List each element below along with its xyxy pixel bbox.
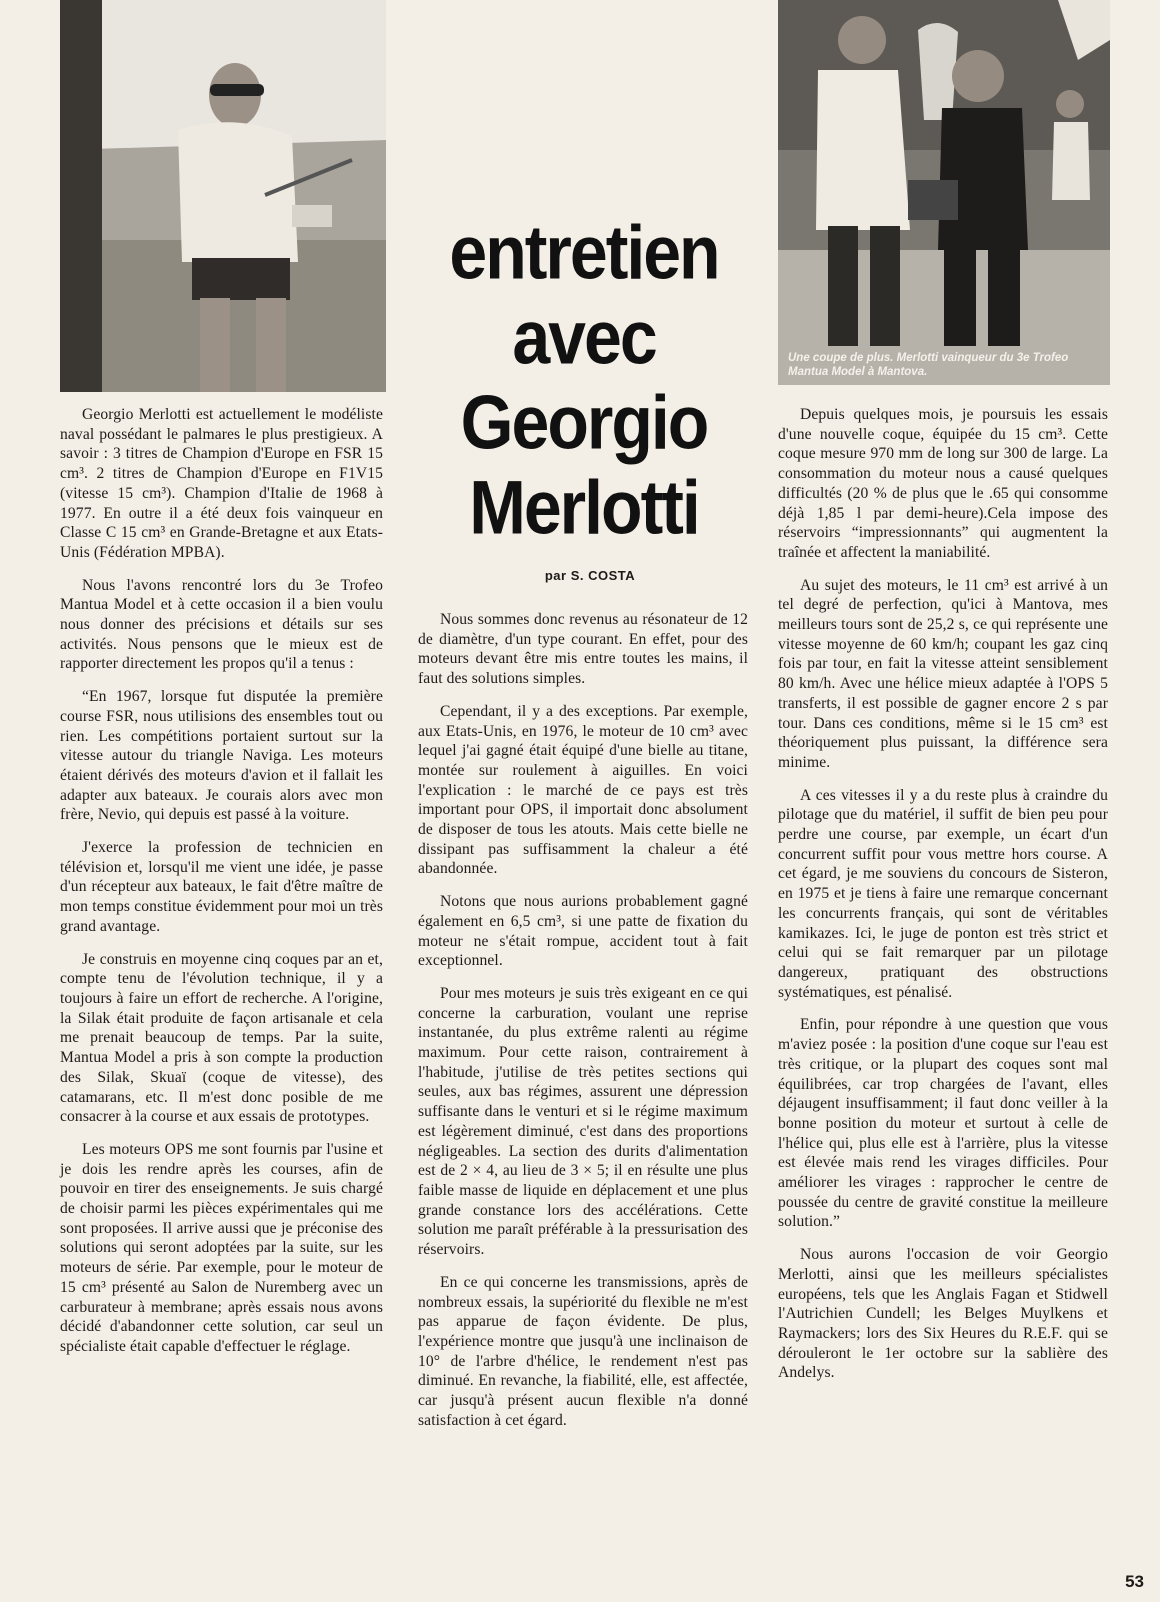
photo-right-image — [778, 0, 1110, 385]
text-column-middle — [418, 610, 748, 1430]
paragraph: En ce qui concerne les transmissions, après de nombreux essais, la supériorité du flexible ne m'est pas apparue de façon évidente. De plus, l'expérience montre que jusqu'à une inclinaison de 10° de l'arbre d'hélice, le rendement n'est pas diminué. En revanche, la fiabilité, elle, est affectée, car jusqu'à présent aucun flexible n'a donné satisfaction à cet égard. — [418, 1273, 748, 1429]
paragraph: Georgio Merlotti est actuellement le modéliste naval possédant le palmares le plus prestigieux. A savoir : 3 titres de Champion d'Europe en FSR 15 cm³. 2 titres de Champion d'Europe en F1V15 (vitesse 15 cm³). Champion d'Italie de 1968 à 1977. En outre il a été deux fois vainqueur en Classe C 15 cm³ en Grande-Bretagne et aux Etats-Unis (Fédération MPBA). — [60, 406, 383, 561]
paragraph: Depuis quelques mois, je poursuis les essais d'une nouvelle coque, équipée du 15 cm³. Cette coque mesure 970 mm de long sur 300 de large. La consommation du moteur nous a causé quelques difficultés (20 % de plus que le .65 qui consomme déjà 1,85 l par demi-heure).Cela impose des réservoirs “impressionnants” qui augmentent la traînée et affectent la maniabilité. — [778, 406, 1108, 561]
paragraph: Notons que nous aurions probablement gagné également en 6,5 cm³, si une patte de fixation du moteur ne s'était rompue, accident tout à fait exceptionnel. — [418, 893, 748, 970]
paragraph: Au sujet des moteurs, le 11 cm³ est arrivé à un tel degré de perfection, qu'ici à Mantova, mes meilleurs tours sont de 25,2 s, ce qui représente une vitesse moyenne de 60 km/h; coupant les gaz cinq fois par tour, en fait la vitesse atteint sensiblement 80 km/h. Avec une hélice mieux adaptée à l'OPS 5 transferts, il est possible de gagner encore 2 s par tour. Dans ces conditions, même si le 15 cm³ est théoriquement plus puissant, la différence sera minime. — [778, 576, 1108, 771]
photo-caption: Une coupe de plus. Merlotti vainqueur du 3e Trofeo Mantua Model à Mantova. — [788, 352, 1069, 378]
text-column-right — [778, 405, 1108, 1383]
article-title — [398, 210, 770, 550]
paragraph: Nous aurons l'occasion de voir Georgio Merlotti, ainsi que les meilleurs spécialistes européens, tels que les Anglais Fagan et Stidwell l'Autrichien Cundell; les Belges Muylkens et Raymackers; lors des Six Heures du R.E.F. qui se dérouleront le 1er octobre sur la sablière des Andelys. — [778, 1246, 1108, 1382]
paragraph: Nous sommes donc revenus au résonateur de 12 de diamètre, d'un type courant. En effet, pour des moteurs devant être mis entre toutes les mains, il faut des solutions simples. — [418, 611, 748, 688]
paragraph: Enfin, pour répondre à une question que vous m'aviez posée : la position d'une coque sur l'eau est très critique, or la plupart des coques sont mal équilibrées, car trop chargées de l'avant, elles déjaugent insuffisamment; il faut donc veiller à la bonne position du moteur et surtout à celle de l'hélice qui, plus elle est à l'arrière, plus la vitesse est élevée mais rend les virages difficiles. Pour améliorer les virages : rapprocher le centre de poussée du centre de gravité constitue la meilleure solution.” — [778, 1016, 1108, 1231]
title-line-3: Georgio — [460, 380, 708, 466]
title-line-2: avec — [512, 295, 656, 381]
paragraph: Pour mes moteurs je suis très exigeant en ce qui concerne la carburation, voulant une reprise instantanée, du plus extrême ralenti au régime maximum. Pour cette raison, contrairement à l'habitude, j'utilise de très petites sections qui seules, aux bas régimes, assurent une dépression suffisante dans le venturi et si le régime maximum est légèrement diminué, c'est dans des proportions négligeables. La section des durits d'alimentation est de 2 × 4, au lieu de 3 × 5; il en résulte une plus faible masse de liquide en déplacement et une plus grande constance lors des accélérations. Cette solution me paraît préférable à la pressurisation des réservoirs. — [418, 984, 748, 1259]
title-line-4: Merlotti — [469, 465, 699, 551]
paragraph: Nous l'avons rencontré lors du 3e Trofeo Mantua Model et à cette occasion il a bien voulu nous donner des précisions et détails sur ses activités. Nous pensons que le mieux est de rapporter directement les propos qu'il a tenus : — [60, 576, 383, 673]
photo-left-image — [60, 0, 386, 392]
photo-trophy-presentation — [778, 0, 1110, 385]
photo-merlotti-lakeside — [60, 0, 386, 392]
paragraph: Je construis en moyenne cinq coques par an et, compte tenu de l'évolution technique, il y a toujours à faire un effort de recherche. A l'origine, la Silak était produite de façon artisanale et cela me prenait beaucoup de temps. Par la suite, Mantua Model a pris à son compte la production des Silak, Skuaï (coque de vitesse), des catamarans, etc. Il m'est donc posible de me consacrer à la course et aux essais de prototypes. — [60, 950, 383, 1126]
paragraph: Cependant, il y a des exceptions. Par exemple, aux Etats-Unis, en 1976, le moteur de 10 cm³ avec lequel j'ai gagné était équipé d'une bielle au titane, montée sur roulement à aiguilles. En voici l'explication : le marché de ce pays est très important pour OPS, il importait donc absolument de disposer de tous les atouts. Mais cette bielle ne dissipant pas suffisamment la chaleur a été abandonnée. — [418, 702, 748, 878]
paragraph: A ces vitesses il y a du reste plus à craindre du pilotage que du matériel, il suffit de bien peu pour perdre une course, par exemple, un écart d'un concurrent suffit pour vous mettre hors course. A cet égard, je me souviens du concours de Sisteron, en 1975 et je tiens à faire une remarque concernant les concurrents français, qui sont de véritables kamikazes. Ici, le juge de ponton est très strict et celui qui se fait remarquer par un pilotage dangereux, pratiquant des obstructions systématiques, est pénalisé. — [778, 786, 1108, 1001]
paragraph: “En 1967, lorsque fut disputée la première course FSR, nous utilisions des ensembles tout ou rien. Les compétitions portaient surtout sur la vitesse autour du triangle Naviga. Les moteurs étaient dérivés des moteurs d'avion et il fallait les adapter aux bateaux. Je courais alors avec mon frère, Nevio, qui depuis est passé à la voiture. — [60, 688, 383, 824]
paragraph: J'exerce la profession de technicien en télévision et, lorsqu'il me vient une idée, je passe d'un récepteur aux bateaux, le fait d'être maître de mon temps constitue évidemment pour moi un très grand avantage. — [60, 839, 383, 935]
text-column-left — [60, 405, 383, 1357]
title-line-1: entretien — [449, 210, 719, 296]
paragraph: Les moteurs OPS me sont fournis par l'usine et je dois les rendre après les courses, afin de pouvoir en tirer des enseignements. Je suis chargé de choisir parmi les pièces expérimentales qui me sont proposées. Il arrive aussi que je préconise des solutions qui seront adoptées par la suite, sur les moteurs de série. Par exemple, pour le moteur de 15 cm³ présenté au Salon de Nuremberg avec un carburateur à membrane; après essais nous avons décidé d'abandonner cette solution, car seul un spécialiste était capable d'effectuer le réglage. — [60, 1140, 383, 1355]
page-number: 53 — [1125, 1572, 1144, 1591]
byline: par S. COSTA — [544, 568, 636, 583]
